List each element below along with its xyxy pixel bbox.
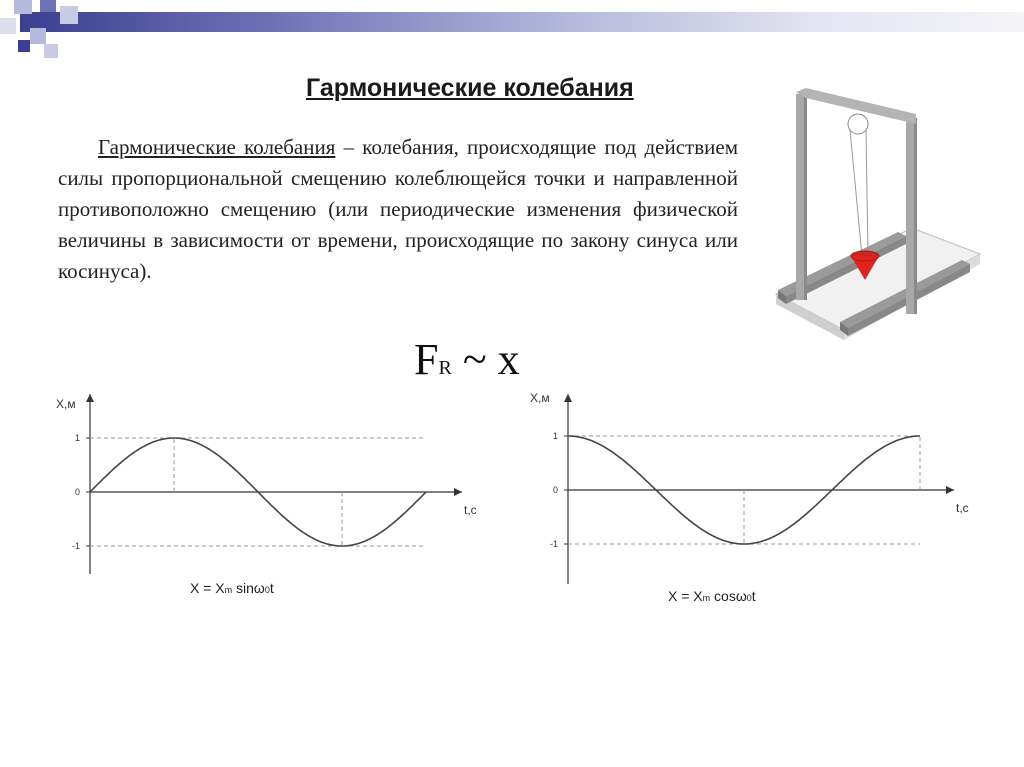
header-square-6 xyxy=(18,40,30,52)
y-axis-label: X,м xyxy=(530,391,550,405)
eq-sub2: 0 xyxy=(746,593,752,603)
formula-tail: ~ x xyxy=(451,335,520,384)
cosine-graph-svg xyxy=(522,384,984,592)
eq-tail: t xyxy=(751,588,756,604)
cosine-equation xyxy=(668,588,756,604)
eq-sub: m xyxy=(702,593,711,603)
definition-term: Гармонические колебания xyxy=(98,135,336,159)
header-square-4 xyxy=(0,18,16,34)
y-tick-label: -1 xyxy=(71,541,80,551)
header-square-1 xyxy=(14,0,32,14)
definition-paragraph xyxy=(58,132,738,287)
header-square-3 xyxy=(60,6,78,24)
formula-force: F xyxy=(414,335,439,384)
header-square-5 xyxy=(30,28,46,44)
header-square-7 xyxy=(44,44,58,58)
header-gradient-bar xyxy=(20,12,1024,32)
formula-subscript: R xyxy=(438,357,452,379)
y-tick-label: 0 xyxy=(552,485,558,495)
eq-lhs: X = X xyxy=(668,588,703,604)
sine-graph-svg xyxy=(44,384,476,582)
x-axis-arrow xyxy=(454,488,462,496)
y-axis-arrow xyxy=(564,394,572,402)
y-tick-label: 1 xyxy=(552,431,558,441)
header-square-2 xyxy=(40,0,56,12)
sine-graph xyxy=(44,384,476,587)
eq-sub2: 0 xyxy=(264,585,270,595)
eq-fn: cosω xyxy=(710,588,747,604)
y-axis-arrow xyxy=(86,394,94,402)
eq-fn: sinω xyxy=(232,580,265,596)
y-tick-label: 0 xyxy=(74,487,80,497)
x-axis-label: t,c xyxy=(956,501,969,515)
y-tick-label: 1 xyxy=(74,433,80,443)
definition-text: – колебания, происходящие под действием силы пропорциональной смещению колеблющейся точки и направленной противоположно смещению (или периодические изменения физической величины в зависимости от времени, происходящие по закону синуса или косинуса). xyxy=(58,135,738,283)
x-axis-arrow xyxy=(946,486,954,494)
y-tick-label: -1 xyxy=(549,539,558,549)
cosine-graph xyxy=(522,384,984,597)
y-axis-label: X,м xyxy=(56,397,76,411)
eq-lhs: X = X xyxy=(190,580,225,596)
slide-title: Гармонические колебания xyxy=(306,74,634,102)
sine-equation xyxy=(190,580,274,596)
eq-sub: m xyxy=(224,585,233,595)
x-axis-label: t,c xyxy=(464,503,476,517)
pendulum-illustration xyxy=(770,84,986,351)
eq-tail: t xyxy=(269,580,274,596)
force-proportionality-formula xyxy=(414,334,520,385)
